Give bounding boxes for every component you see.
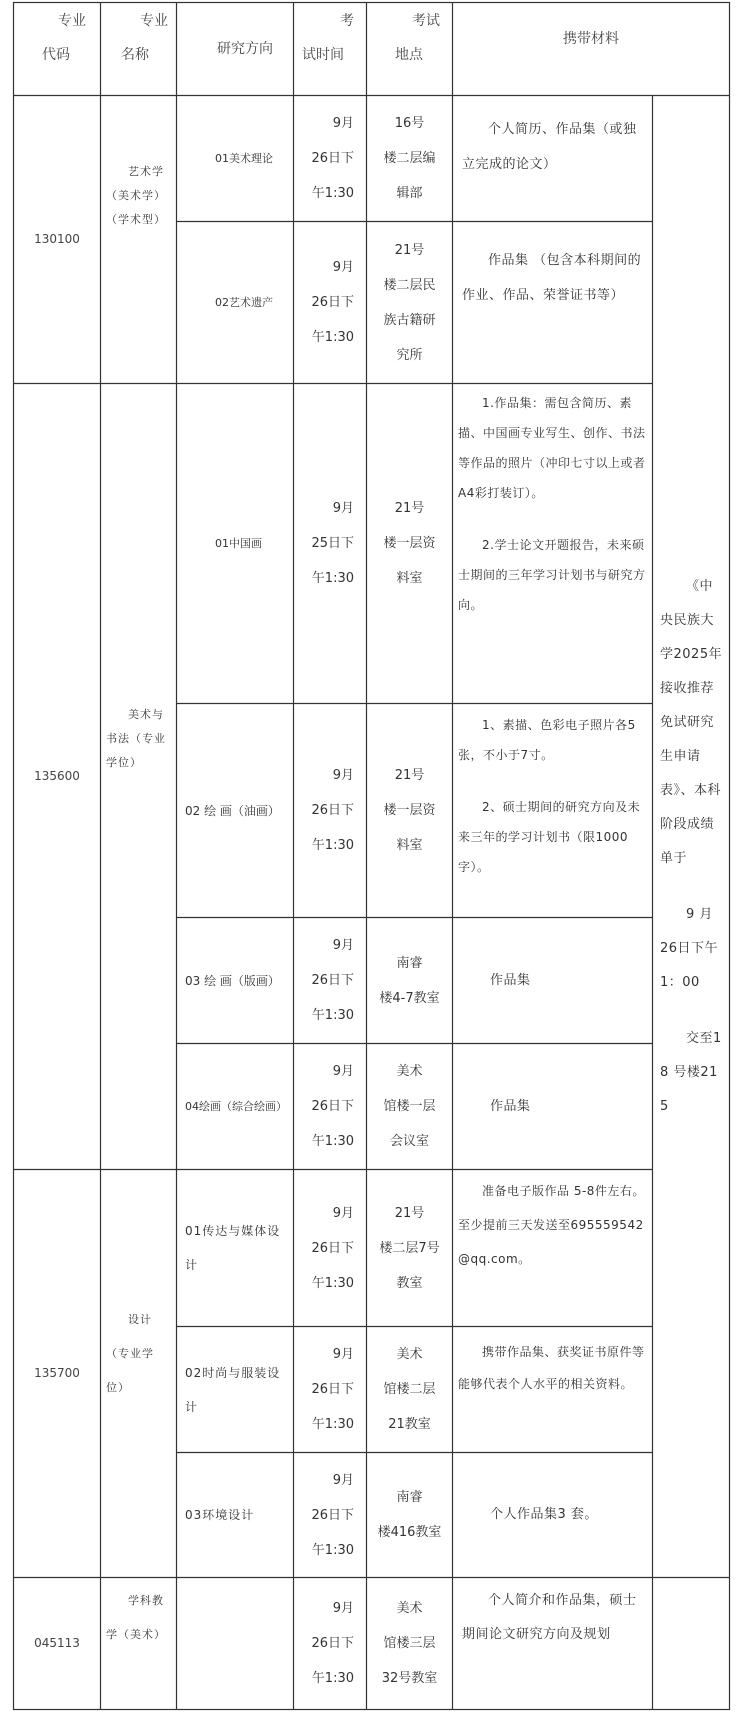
time-cell <box>294 1578 366 1709</box>
place-line: 馆楼一层 <box>383 1099 436 1114</box>
direction-cell <box>177 96 293 221</box>
place-cell <box>367 96 452 221</box>
place-line: 楼一层资 <box>383 536 436 551</box>
place-line: 楼二层编 <box>383 151 436 166</box>
materials-cell <box>458 388 648 620</box>
time-line: 26日下 <box>311 1507 354 1523</box>
place-cell <box>367 1044 452 1169</box>
time-line: 午1:30 <box>311 1275 354 1291</box>
materials-text: 个人简介和作品集，硕士期间论文研究方向及规划 <box>462 1593 637 1642</box>
time-cell <box>294 1327 366 1452</box>
materials-cell <box>458 1336 648 1400</box>
row-name-text: 艺术学（美术学）（学术型） <box>106 165 166 226</box>
materials-text: 2、硕士期间的研究方向及未来三年的学习计划书（限1000字）。 <box>458 800 641 874</box>
place-cell <box>367 1327 452 1452</box>
time-line: 午1:30 <box>311 186 354 201</box>
row-code <box>14 1578 100 1709</box>
header-name-line1: 专业 <box>140 13 168 29</box>
time-line: 26日下 <box>311 1636 354 1651</box>
time-line: 9月 <box>332 1205 354 1221</box>
row-name-text: 美术与书法（专业学位） <box>106 708 166 769</box>
materials-cell <box>458 1174 648 1276</box>
header-time <box>294 4 366 94</box>
time-line: 26日下 <box>311 1240 354 1256</box>
place-line: 料室 <box>396 571 423 586</box>
place-line: 会议室 <box>389 1134 429 1149</box>
time-line: 午1:30 <box>311 1134 354 1149</box>
place-line: 楼一层资 <box>383 803 436 818</box>
header-time-line2: 试时间 <box>302 47 344 63</box>
direction-text: 03 绘 画（版画） <box>185 973 280 988</box>
time-cell <box>294 1170 366 1326</box>
row-code <box>14 96 100 383</box>
time-line: 午1:30 <box>311 330 354 345</box>
shared-note <box>660 570 725 1124</box>
header-code <box>14 4 100 94</box>
materials-cell <box>458 710 648 882</box>
time-line: 午1:30 <box>311 1417 354 1432</box>
row-code-text: 135700 <box>34 1366 80 1380</box>
row-code-text: 045113 <box>34 1636 80 1650</box>
time-cell <box>294 384 366 703</box>
header-direction: 研究方向 <box>217 41 273 57</box>
row-code <box>14 384 100 1169</box>
materials-text: 作品集 <box>490 973 531 988</box>
materials-text: 准备电子版作品 5-8件左右。至少提前三天发送至695559542@qq.com。 <box>458 1184 645 1266</box>
time-line: 26日下 <box>311 1382 354 1397</box>
materials-cell <box>462 918 646 1043</box>
place-line: 南睿 <box>396 1490 423 1505</box>
materials-text: 1、素描、色彩电子照片各5张，不小于7寸。 <box>458 718 636 762</box>
time-cell <box>294 918 366 1043</box>
materials-text: 个人简历、作品集（或独立完成的论文） <box>462 122 637 172</box>
shared-note-place: 交至18 号楼215 <box>660 1031 722 1114</box>
place-line: 馆楼二层 <box>383 1382 436 1397</box>
place-cell <box>367 1578 452 1709</box>
materials-cell <box>462 1044 646 1169</box>
place-cell <box>367 918 452 1043</box>
place-line: 楼二层7号 <box>379 1240 440 1256</box>
header-materials: 携带材料 <box>563 31 619 47</box>
materials-text: 2.学士论文开题报告，未来硕士期间的三年学习计划书与研究方向。 <box>458 538 646 612</box>
direction-cell <box>177 704 293 917</box>
time-cell <box>294 1453 366 1577</box>
direction-cell <box>177 222 293 383</box>
time-line: 9月 <box>332 768 354 783</box>
direction-text: 04绘画（综合绘画） <box>185 1099 287 1113</box>
place-cell <box>367 1170 452 1326</box>
direction-cell <box>177 918 293 1043</box>
time-line: 26日下 <box>311 1099 354 1114</box>
place-line: 美术 <box>396 1601 423 1616</box>
time-line: 午1:30 <box>311 1542 354 1558</box>
place-cell <box>367 1453 452 1577</box>
place-cell <box>367 384 452 703</box>
place-line: 16号 <box>394 116 425 131</box>
time-line: 25日下 <box>311 536 354 551</box>
row-name-text: 学科教学（美术） <box>106 1594 166 1641</box>
place-line: 21号 <box>394 768 425 783</box>
materials-cell <box>462 243 646 313</box>
time-line: 9月 <box>332 1601 354 1616</box>
direction-cell <box>177 384 293 703</box>
time-line: 26日下 <box>311 151 354 166</box>
place-line: 楼416教室 <box>377 1525 442 1540</box>
materials-text: 1.作品集：需包含简历、素描、中国画专业写生、创作、书法等作品的照片（冲印七寸以上或者A4彩打装订）。 <box>458 396 646 500</box>
time-cell <box>294 96 366 221</box>
time-line: 9月 <box>332 116 354 131</box>
direction-cell <box>177 1044 293 1169</box>
row-name <box>106 1303 172 1443</box>
materials-text: 个人作品集3 套。 <box>490 1507 598 1522</box>
header-name-line2: 名称 <box>121 47 149 63</box>
place-line: 辑部 <box>396 186 423 201</box>
header-place <box>367 4 452 94</box>
direction-cell <box>177 1453 293 1577</box>
place-line: 料室 <box>396 838 423 853</box>
header-place-line1: 考试 <box>412 13 440 29</box>
place-line: 族古籍研 <box>383 312 436 328</box>
direction-text: 02 绘 画（油画） <box>185 803 280 818</box>
time-line: 26日下 <box>311 295 354 310</box>
direction-cell-empty <box>177 1578 293 1709</box>
materials-text: 携带作品集、获奖证书原件等能够代表个人水平的相关资料。 <box>458 1345 645 1391</box>
time-line: 9月 <box>332 260 354 275</box>
place-line: 21教室 <box>388 1417 431 1432</box>
direction-text: 02时尚与服装设计 <box>185 1365 281 1414</box>
place-line: 21号 <box>394 242 425 258</box>
direction-text: 01传达与媒体设计 <box>185 1224 281 1272</box>
row-name <box>106 160 172 300</box>
materials-cell <box>462 112 646 182</box>
time-line: 9月 <box>332 501 354 516</box>
time-line: 9月 <box>332 938 354 953</box>
time-line: 9月 <box>332 1064 354 1079</box>
time-line: 午1:30 <box>311 1671 354 1686</box>
materials-cell <box>462 1453 646 1577</box>
place-line: 教室 <box>396 1275 423 1291</box>
place-line: 究所 <box>396 347 423 363</box>
row-name <box>106 703 172 843</box>
time-cell <box>294 222 366 383</box>
header-place-line2: 地点 <box>395 47 423 63</box>
time-line: 26日下 <box>311 803 354 818</box>
place-line: 楼二层民 <box>383 277 436 293</box>
header-name <box>101 4 176 94</box>
direction-text: 03环境设计 <box>185 1508 255 1522</box>
place-line: 楼4-7教室 <box>379 990 440 1006</box>
materials-cell <box>462 1584 646 1652</box>
place-line: 美术 <box>396 1064 423 1079</box>
header-code-line1: 专业 <box>58 13 86 29</box>
header-time-line1: 考 <box>340 13 354 29</box>
direction-text: 01中国画 <box>215 536 262 550</box>
direction-cell <box>177 1170 293 1326</box>
time-line: 9月 <box>332 1347 354 1362</box>
place-line: 21号 <box>394 1205 425 1221</box>
place-line: 南睿 <box>396 955 423 971</box>
row-code <box>14 1170 100 1577</box>
direction-text: 02艺术遗产 <box>215 295 273 309</box>
time-line: 午1:30 <box>311 571 354 586</box>
time-cell <box>294 1044 366 1169</box>
place-cell <box>367 704 452 917</box>
place-line: 32号教室 <box>381 1671 438 1686</box>
row-name-text: 设计（专业学位） <box>106 1313 154 1394</box>
time-line: 午1:30 <box>311 838 354 853</box>
shared-note-intro: 《中央民族大学2025年接收推荐免试研究生申请表》、本科阶段成绩单于 <box>660 579 723 866</box>
place-line: 美术 <box>396 1347 423 1362</box>
materials-text: 作品集 <box>490 1099 531 1114</box>
header-code-line2: 代码 <box>42 47 70 63</box>
place-cell <box>367 222 452 383</box>
time-cell <box>294 704 366 917</box>
time-line: 午1:30 <box>311 1008 354 1023</box>
row-name <box>106 1584 172 1704</box>
time-line: 26日下 <box>311 973 354 988</box>
shared-note-time: 9 月 26日下午1：00 <box>660 907 719 990</box>
row-code-text: 130100 <box>34 232 80 246</box>
place-line: 馆楼三层 <box>383 1636 436 1651</box>
direction-cell <box>177 1327 293 1452</box>
materials-text: 作品集 （包含本科期间的作业、作品、荣誉证书等） <box>462 253 642 303</box>
place-line: 21号 <box>394 501 425 516</box>
row-code-text: 135600 <box>34 769 80 783</box>
time-line: 9月 <box>332 1472 354 1488</box>
direction-text: 01美术理论 <box>215 151 273 165</box>
